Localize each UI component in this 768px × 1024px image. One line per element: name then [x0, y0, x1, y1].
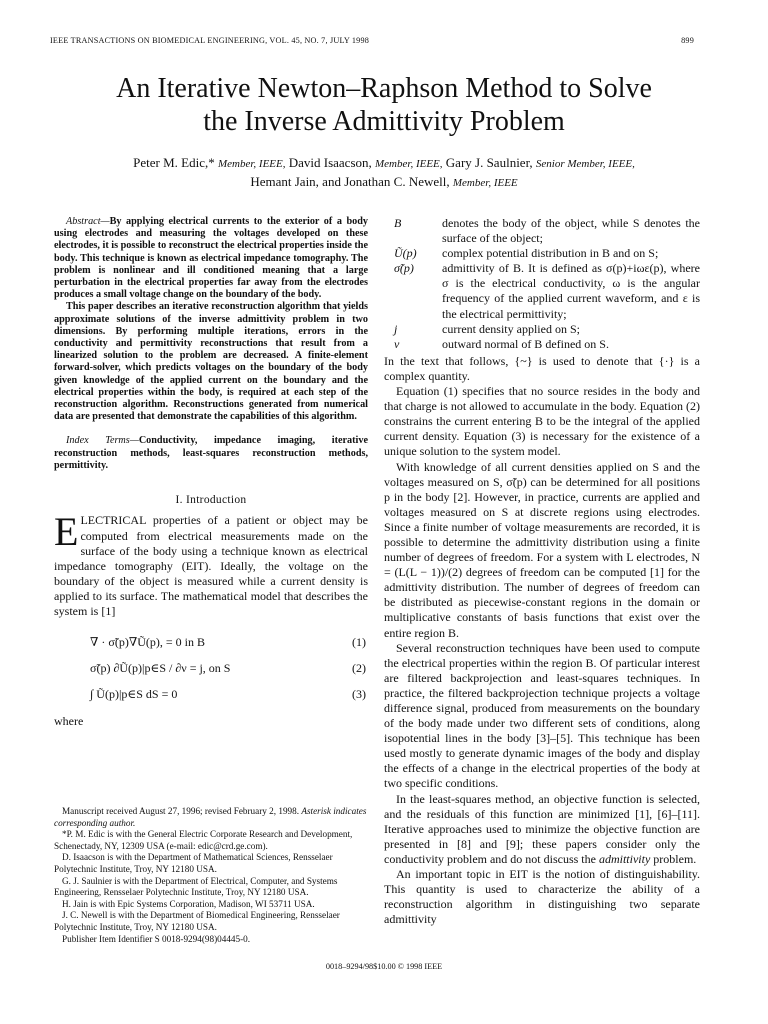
- where-text: where: [54, 714, 84, 729]
- author-2: David Isaacson,: [288, 155, 372, 170]
- journal-name: IEEE TRANSACTIONS ON BIOMEDICAL ENGINEERING, VOL. 45, NO. 7, JULY 1998: [50, 36, 370, 45]
- author-4: Hemant Jain, and Jonathan C. Newell,: [250, 174, 450, 189]
- abstract-paragraph-1: [54, 216, 368, 301]
- body-paragraph-4: [384, 792, 700, 867]
- definition-row: [384, 216, 700, 246]
- copyright-line: 0018–9294/98$10.00 © 1998 IEEE: [325, 962, 443, 971]
- page-number: 899: [681, 36, 694, 45]
- title-line-1: An Iterative Newton–Raphson Method to Solve: [116, 73, 652, 104]
- equation-2: [54, 655, 368, 681]
- footnote-line-7: Publisher Item Identifier S 0018-9294(98)04445-0.: [62, 933, 251, 944]
- intro-paragraph: [54, 509, 368, 619]
- footnote-line-6: J. C. Newell is with the Department of Biomedical Engineering, Rensselaer Polytechnic Institute, Troy, NY 12180 USA.: [54, 910, 340, 932]
- body-paragraph-1: Equation (1) specifies that no source resides in the body and that charge is not allowed to accumulate in the body. Equation (2) constrains the current entering B to be the integral of the applied current density. Equation (3) is necessary for the existence of a unique solution to the system model.: [384, 384, 700, 459]
- definition-description: denotes the body of the object, while S denotes the surface of the object;: [442, 216, 700, 246]
- body-paragraph-4-text: In the least-squares method, an objective function is selected, and the residuals of this function are minimized [1], [6]–[11]. Iterative approaches used to minimize the objective function are presented in [8] and [9]; these papers consider only the conductivity problem and do not discuss the: [384, 791, 700, 866]
- definition-description: admittivity of B. It is defined as σ(p)+iωε(p), where σ is the electrical conductivity, ω is the angular frequency of the applied current waveform, and ε is the electrical permittivity;: [442, 261, 700, 321]
- footnote: [54, 806, 368, 945]
- footnote-line-4: G. J. Saulnier is with the Department of Electrical, Computer, and Systems Engineering, Rensselaer Polytechnic Institute, Troy, NY 12180 USA.: [54, 875, 338, 898]
- author-2-role: Member, IEEE,: [375, 158, 443, 170]
- author-3: Gary J. Saulnier,: [445, 155, 533, 170]
- definition-row: [384, 246, 700, 261]
- body-paragraph-3: Several reconstruction techniques have been used to compute the electrical properties within the region B. Of particular interest are filtered backprojection and least-squares techniques. In practice, the filtered backprojection technique projects a voltage difference signal, produced from measurements on the boundary of the body made under two different sets of conditions, along isopotential lines in the body [3]–[5]. This technique has been used mostly to generate dynamic images of the body and display the effects of a change in the electrical properties of the body at two specific conditions.: [384, 640, 700, 791]
- definition-symbol: j: [394, 321, 398, 336]
- left-column: [54, 216, 368, 729]
- footnote-asterisk-note: Asterisk indicates corresponding author.: [54, 806, 367, 828]
- definition-row: [384, 337, 700, 352]
- section-heading-introduction: I. Introduction: [175, 494, 247, 507]
- definitions-table: [384, 216, 700, 352]
- author-1: Peter M. Edic,*: [133, 155, 215, 170]
- body-paragraph-4-end: problem.: [653, 851, 697, 866]
- index-terms-label: Index Terms—: [66, 435, 139, 447]
- title-line-2: the Inverse Admittivity Problem: [203, 106, 565, 137]
- author-list: [40, 154, 728, 192]
- index-terms-paragraph: [54, 435, 368, 472]
- equation-1: [54, 629, 368, 655]
- definition-description: complex potential distribution in B and on S;: [442, 246, 659, 261]
- abstract-paragraph-2: This paper describes an iterative reconstruction algorithm that yields approximate solutions of the inverse admittivity problem in two dimensions. By performing multiple iterations, errors in the conductivity and permittivity reconstructions that result from a linearized solution to the problem are decreased. A finite-element forward-solver, which predicts voltages on the boundary of the body given knowledge of the applied current on the boundary and the electrical properties within the body, is required at each step of the reconstruction algorithm. Reconstructions generated from numerical data are presented that demonstrate the capabilities of this algorithm.: [54, 301, 368, 423]
- equations: [54, 629, 368, 707]
- author-3-role: Senior Member, IEEE,: [535, 158, 635, 170]
- equation-2-number: (2): [352, 661, 366, 676]
- body-paragraph-2: With knowledge of all current densities applied on S and the voltages measured on S, σ̃(p) can be determined for all positions p in the body [2]. However, in practice, currents are applied and voltages measured on S at discrete regions using electrodes. Since a finite number of voltage measurements are recorded, it is possible to determine the admittivity distribution using a finite number of degrees of freedom. For a system with L electrodes, N = (L(L − 1))/(2) degrees of freedom can be computed [1] for the admittivity distribution. The number of degrees of freedom can be distributed as piecewise-constant regions in the domain or multiplicative constants of basis functions that exist over the entire region B.: [384, 459, 700, 640]
- right-column: [384, 216, 700, 927]
- equation-3: [54, 681, 368, 707]
- equation-3-number: (3): [352, 687, 366, 702]
- footnote-received: Manuscript received August 27, 1996; revised February 2, 1998.: [62, 806, 300, 816]
- definition-symbol: σ̃(p): [394, 261, 414, 276]
- equation-3-expr: ∫ Ũ(p)|p∈S dS = 0: [90, 687, 178, 702]
- definition-symbol: B: [394, 216, 402, 230]
- equation-2-expr: σ̃(p) ∂Ũ(p)|p∈S / ∂ν = j, on S: [90, 661, 231, 676]
- definition-row: [384, 322, 700, 337]
- footnote-line-1: [54, 806, 368, 829]
- abstract-label: Abstract—: [66, 216, 110, 227]
- running-header: [50, 36, 694, 45]
- body-paragraph-5: An important topic in EIT is the notion of distinguishability. This quantity is used to characterize the ability of a reconstruction algorithm in distinguishing two separate admittivity: [384, 867, 700, 927]
- drop-cap: E: [54, 509, 79, 555]
- index-terms: [54, 435, 368, 472]
- definition-description: outward normal of B defined on S.: [442, 336, 609, 351]
- admittivity-emphasis: admittivity: [598, 851, 651, 866]
- abstract: [54, 216, 368, 423]
- paper-title: [40, 72, 728, 138]
- equation-1-number: (1): [352, 635, 366, 650]
- footnote-line-2: *P. M. Edic is with the General Electric Corporate Research and Development, Schenectady, NY, 12309 USA (e-mail: edic@crd.ge.com).: [54, 829, 353, 851]
- author-4-role: Member, IEEE: [452, 177, 518, 189]
- abstract-text-1: By applying electrical currents to the exterior of a body using electrodes and measuring the voltages developed on these electrodes, it is possible to reconstruct the electrical properties inside the body. This technique is known as electrical impedance tomography. The problem is nonlinear and ill conditioned meaning that a large perturbation in the electrical properties far away from the electrodes produces a small voltage change on the boundary of the body.: [54, 216, 368, 301]
- footnote-line-5: H. Jain is with Epic Systems Corporation, Madison, WI 53711 USA.: [62, 898, 315, 909]
- footnote-line-3: D. Isaacson is with the Department of Mathematical Sciences, Rensselaer Polytechnic Institute, Troy, NY 12180 USA.: [54, 852, 333, 874]
- index-terms-text: Conductivity, impedance imaging, iterative reconstruction methods, least-squares reconstruction methods, permittivity.: [54, 435, 368, 471]
- author-1-role: Member, IEEE,: [217, 158, 286, 170]
- definition-row: [384, 261, 700, 321]
- intro-text: LECTRICAL properties of a patient or object may be computed from electrical measurements made on the surface of the body using a technique known as electrical impedance tomography (EIT). Ideally, the voltage on the boundary of the object is measured while a current density is applied to its surface. The mathematical model that describes the system is [1]: [54, 513, 368, 619]
- definition-symbol: ν: [394, 336, 400, 351]
- notation-paragraph: In the text that follows, {~} is used to denote that {·} is a complex quantity.: [384, 353, 700, 383]
- definition-symbol: Ũ(p): [394, 246, 417, 261]
- definition-description: current density applied on S;: [442, 321, 580, 336]
- equation-1-expr: ∇ · σ̃(p)∇Ũ(p), = 0 in B: [90, 635, 205, 650]
